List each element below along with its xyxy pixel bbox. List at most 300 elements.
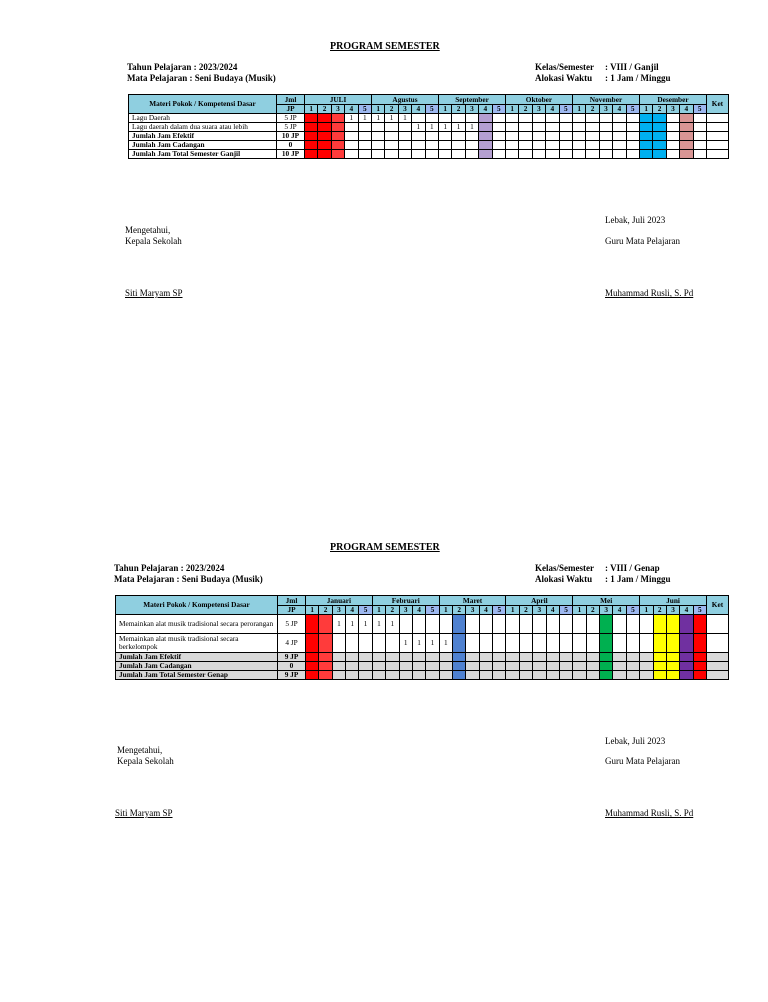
sem2-kelas-label: Kelas/Semester [535, 563, 594, 573]
sem2-week-cell [319, 615, 332, 634]
sem1-week-cell [412, 150, 425, 159]
sem2-week-cell [506, 662, 519, 671]
sem1-week-cell [452, 132, 465, 141]
sem2-week-number: 3 [466, 606, 479, 615]
sem1-week-cell [492, 132, 505, 141]
sem1-mapel: Mata Pelajaran : Seni Budaya (Musik) [127, 73, 276, 83]
sem2-kelas-value: : VIII / Genap [605, 563, 660, 573]
sem1-week-number: 2 [653, 105, 666, 114]
sem1-row-ket [706, 132, 728, 141]
sem2-week-cell [626, 634, 639, 653]
sem2-week-cell [533, 662, 546, 671]
sem2-week-cell [493, 662, 506, 671]
sem2-week-number: 1 [573, 606, 586, 615]
sem1-guru-label: Guru Mata Pelajaran [605, 236, 680, 246]
sem1-week-cell [358, 123, 371, 132]
sem2-week-cell [439, 615, 452, 634]
sem1-week-cell [666, 123, 679, 132]
sem2-week-cell [306, 671, 319, 680]
sem2-week-cell [613, 653, 626, 662]
sem1-week-cell [398, 132, 411, 141]
sem1-week-cell [331, 132, 344, 141]
sem2-week-cell: 1 [426, 634, 439, 653]
sem2-week-cell [439, 653, 452, 662]
sem1-week-number: 1 [372, 105, 385, 114]
sem2-month-header: Maret [439, 596, 506, 606]
sem2-week-cell [412, 671, 425, 680]
sem1-week-number: 4 [546, 105, 559, 114]
sem1-month-header: Oktober [506, 95, 573, 105]
sem2-week-cell [453, 634, 466, 653]
sem2-week-number: 2 [386, 606, 399, 615]
sem1-week-cell [506, 132, 519, 141]
sem1-week-cell [452, 114, 465, 123]
sem2-week-cell: 1 [399, 634, 412, 653]
sem2-week-cell [426, 662, 439, 671]
sem1-row-ket [706, 114, 728, 123]
sem1-week-cell [479, 132, 492, 141]
sem1-week-cell [492, 150, 505, 159]
sem1-week-cell: 1 [425, 123, 438, 132]
sem2-week-cell [586, 615, 599, 634]
sem2-week-cell [600, 662, 613, 671]
sem2-week-cell [666, 671, 679, 680]
sem2-week-number: 4 [412, 606, 425, 615]
sem1-week-cell [532, 141, 545, 150]
sem1-week-cell [639, 150, 652, 159]
sem1-week-cell [439, 114, 452, 123]
sem2-week-cell [412, 615, 425, 634]
sem1-row-ket [706, 150, 728, 159]
sem1-week-cell [546, 123, 559, 132]
sem1-week-cell [479, 114, 492, 123]
sem2-week-cell [359, 662, 372, 671]
sem2-week-cell [533, 615, 546, 634]
sem1-week-cell [666, 150, 679, 159]
sem2-guru-name: Muhammad Rusli, S. Pd [605, 808, 694, 818]
sem1-col-materi: Materi Pokok / Kompetensi Dasar [129, 95, 277, 114]
sem2-week-number: 4 [680, 606, 693, 615]
sem1-week-cell [680, 114, 693, 123]
sem2-week-cell [493, 634, 506, 653]
sem2-week-cell [346, 634, 359, 653]
sem2-week-number: 2 [453, 606, 466, 615]
sem1-kelas-label: Kelas/Semester [535, 62, 594, 72]
sem2-week-cell [559, 615, 572, 634]
sem1-week-number: 5 [358, 105, 371, 114]
sem1-week-cell [519, 150, 532, 159]
sem2-week-cell [693, 634, 706, 653]
sem2-kepala-name: Siti Maryam SP [115, 808, 173, 818]
sem2-week-cell [332, 671, 345, 680]
sem2-week-cell [680, 662, 693, 671]
sem1-week-cell [305, 132, 318, 141]
sem1-week-cell [372, 132, 385, 141]
sem1-week-cell [398, 150, 411, 159]
sem1-week-cell [425, 132, 438, 141]
sem2-week-cell [453, 662, 466, 671]
sem1-week-cell [572, 141, 585, 150]
sem2-month-header: Februari [372, 596, 439, 606]
sem2-month-header: Juni [640, 596, 707, 606]
sem2-week-number: 1 [439, 606, 452, 615]
sem2-week-cell [626, 671, 639, 680]
sem1-week-cell [626, 114, 639, 123]
sem1-week-number: 1 [439, 105, 452, 114]
sem1-week-cell [331, 114, 344, 123]
sem1-week-number: 2 [519, 105, 532, 114]
sem2-week-number: 2 [519, 606, 532, 615]
sem2-week-cell [359, 653, 372, 662]
sem1-week-cell [372, 150, 385, 159]
sem2-row-ket [706, 653, 728, 662]
sem1-week-cell [506, 114, 519, 123]
sem2-week-cell [586, 634, 599, 653]
sem1-week-cell [559, 132, 572, 141]
sem1-week-cell [465, 114, 478, 123]
sem2-week-number: 5 [359, 606, 372, 615]
sem1-week-cell [599, 114, 612, 123]
sem1-week-cell: 1 [358, 114, 371, 123]
sem1-week-cell [599, 132, 612, 141]
sem1-week-cell [492, 141, 505, 150]
sem1-week-cell: 1 [439, 123, 452, 132]
sem1-week-cell [425, 114, 438, 123]
sem1-week-cell [305, 123, 318, 132]
sem2-week-cell [533, 653, 546, 662]
sem2-week-cell [399, 615, 412, 634]
sem2-week-cell [386, 662, 399, 671]
sem2-week-cell [546, 634, 559, 653]
sem1-row-jp: 5 JP [277, 123, 305, 132]
sem1-week-cell [546, 114, 559, 123]
sem1-week-cell [465, 132, 478, 141]
sem1-month-header: November [572, 95, 639, 105]
sem1-week-cell [358, 132, 371, 141]
sem2-title: PROGRAM SEMESTER [330, 542, 440, 553]
sem2-week-cell [693, 615, 706, 634]
sem2-week-cell [399, 671, 412, 680]
sem2-week-cell [573, 671, 586, 680]
sem1-week-cell [385, 150, 398, 159]
sem2-row-jp: 9 JP [278, 653, 306, 662]
sem1-week-cell [358, 141, 371, 150]
sem1-week-cell [439, 141, 452, 150]
sem1-week-cell [372, 141, 385, 150]
sem2-week-cell [533, 634, 546, 653]
sem2-week-cell [613, 634, 626, 653]
sem2-week-cell [680, 671, 693, 680]
sem2-row-ket [706, 671, 728, 680]
sem1-table-row [129, 150, 729, 159]
sem2-tahun: Tahun Pelajaran : 2023/2024 [114, 563, 225, 573]
sem2-week-cell [640, 634, 653, 653]
sem2-week-cell [626, 662, 639, 671]
sem2-week-cell [372, 653, 385, 662]
sem2-week-cell: 1 [439, 634, 452, 653]
sem1-row-materi: Lagu Daerah [129, 114, 277, 123]
sem1-week-cell [546, 132, 559, 141]
sem2-row-jp: 4 JP [278, 634, 306, 653]
sem1-week-number: 3 [599, 105, 612, 114]
sem1-week-number: 4 [479, 105, 492, 114]
sem2-week-cell [653, 671, 666, 680]
sem2-week-cell [479, 615, 492, 634]
sem1-week-cell [305, 141, 318, 150]
sem1-week-cell [385, 141, 398, 150]
sem2-month-header: April [506, 596, 573, 606]
sem2-week-cell [666, 634, 679, 653]
sem1-week-number: 1 [639, 105, 652, 114]
sem2-row-materi: Jumlah Jam Efektif [116, 653, 278, 662]
sem2-week-cell [546, 653, 559, 662]
sem2-week-cell [559, 662, 572, 671]
sem1-week-cell [586, 114, 599, 123]
sem1-week-cell [693, 150, 706, 159]
sem2-week-cell [506, 653, 519, 662]
sem1-week-cell [639, 123, 652, 132]
sem2-week-cell [519, 662, 532, 671]
sem2-week-cell [372, 634, 385, 653]
sem2-row-jp: 9 JP [278, 671, 306, 680]
sem2-week-cell [519, 653, 532, 662]
sem2-week-number: 4 [546, 606, 559, 615]
sem2-week-cell [559, 634, 572, 653]
sem1-table-row [129, 141, 729, 150]
sem2-program-table [115, 595, 729, 680]
sem1-week-cell [519, 132, 532, 141]
sem2-week-number: 3 [666, 606, 679, 615]
sem1-week-cell [492, 123, 505, 132]
sem2-week-cell [693, 662, 706, 671]
sem1-week-cell [653, 141, 666, 150]
sem1-week-cell [318, 141, 331, 150]
sem1-kepala-label: Kepala Sekolah [125, 236, 182, 246]
sem2-col-materi: Materi Pokok / Kompetensi Dasar [116, 596, 278, 615]
sem1-week-number: 3 [465, 105, 478, 114]
sem1-kepala-name: Siti Maryam SP [125, 288, 183, 298]
sem1-week-cell [452, 141, 465, 150]
sem2-week-cell [346, 671, 359, 680]
sem2-week-cell [453, 615, 466, 634]
sem2-week-cell [626, 615, 639, 634]
sem2-week-number: 2 [653, 606, 666, 615]
sem2-mengetahui: Mengetahui, [117, 745, 163, 755]
sem1-week-cell [680, 141, 693, 150]
sem2-row-materi: Memainkan alat musik tradisional secara berkelompok [116, 634, 278, 653]
sem2-month-header: Januari [306, 596, 373, 606]
sem2-week-cell [559, 653, 572, 662]
sem2-week-cell: 1 [346, 615, 359, 634]
sem1-week-cell [345, 123, 358, 132]
sem2-week-cell [653, 662, 666, 671]
sem2-col-jml: Jml [278, 596, 306, 606]
sem2-week-cell [426, 615, 439, 634]
sem1-week-cell [425, 141, 438, 150]
sem2-week-cell [506, 671, 519, 680]
sem1-week-cell [439, 150, 452, 159]
sem2-week-cell [439, 662, 452, 671]
sem1-week-cell [559, 150, 572, 159]
sem2-week-cell: 1 [412, 634, 425, 653]
sem2-week-cell [653, 653, 666, 662]
sem1-week-cell [452, 150, 465, 159]
sem1-week-cell [693, 123, 706, 132]
sem2-week-cell [519, 671, 532, 680]
sem1-week-cell [532, 132, 545, 141]
sem2-week-number: 4 [346, 606, 359, 615]
sem1-week-cell: 1 [372, 114, 385, 123]
sem2-week-cell [653, 615, 666, 634]
sem2-week-cell [666, 662, 679, 671]
sem1-week-cell [479, 150, 492, 159]
sem2-week-cell [332, 634, 345, 653]
sem2-week-cell [386, 671, 399, 680]
sem2-guru-label: Guru Mata Pelajaran [605, 756, 680, 766]
sem1-week-cell [532, 123, 545, 132]
sem1-week-cell [479, 123, 492, 132]
sem2-week-number: 3 [600, 606, 613, 615]
sem1-week-cell [398, 123, 411, 132]
sem2-week-cell [479, 662, 492, 671]
sem2-week-cell [693, 671, 706, 680]
sem1-week-cell [425, 150, 438, 159]
sem1-week-cell [626, 141, 639, 150]
sem1-week-cell [586, 150, 599, 159]
sem1-week-cell [613, 150, 626, 159]
sem1-week-cell [653, 123, 666, 132]
sem2-week-cell [466, 653, 479, 662]
sem1-week-cell [506, 150, 519, 159]
sem2-week-number: 2 [319, 606, 332, 615]
sem1-week-cell [385, 123, 398, 132]
sem1-week-cell [639, 114, 652, 123]
sem2-week-cell [306, 662, 319, 671]
sem1-week-number: 1 [506, 105, 519, 114]
sem2-week-cell [306, 634, 319, 653]
sem1-week-cell [666, 114, 679, 123]
sem1-week-cell [599, 123, 612, 132]
sem2-week-cell [600, 671, 613, 680]
sem1-week-cell [599, 150, 612, 159]
sem1-week-cell [345, 141, 358, 150]
sem2-week-cell [626, 653, 639, 662]
sem2-week-number: 5 [426, 606, 439, 615]
sem2-week-cell [346, 653, 359, 662]
sem1-week-cell [331, 150, 344, 159]
sem1-week-cell [613, 123, 626, 132]
sem2-kepala-label: Kepala Sekolah [117, 756, 174, 766]
sem2-week-cell [653, 634, 666, 653]
sem2-table-row [116, 615, 729, 634]
sem2-week-cell: 1 [372, 615, 385, 634]
sem2-table-row [116, 671, 729, 680]
sem2-week-cell [640, 662, 653, 671]
sem1-week-cell: 1 [465, 123, 478, 132]
sem2-col-ket: Ket [706, 596, 728, 615]
sem2-week-cell [680, 615, 693, 634]
sem1-week-cell [626, 123, 639, 132]
sem2-week-cell [666, 615, 679, 634]
sem1-week-cell [358, 150, 371, 159]
sem1-week-cell [331, 141, 344, 150]
sem2-week-cell [346, 662, 359, 671]
sem1-week-cell: 1 [345, 114, 358, 123]
sem1-week-cell: 1 [398, 114, 411, 123]
sem2-week-number: 5 [559, 606, 572, 615]
sem2-week-cell [466, 671, 479, 680]
sem2-table-row [116, 634, 729, 653]
sem1-week-cell [506, 141, 519, 150]
sem1-row-ket [706, 141, 728, 150]
sem1-week-cell [546, 141, 559, 150]
sem1-week-cell [613, 114, 626, 123]
sem2-week-cell [680, 634, 693, 653]
sem1-week-cell [680, 150, 693, 159]
sem2-week-number: 3 [533, 606, 546, 615]
sem1-week-number: 3 [398, 105, 411, 114]
sem1-week-cell [546, 150, 559, 159]
sem2-week-cell [319, 634, 332, 653]
sem1-week-cell [572, 114, 585, 123]
sem2-week-cell [412, 662, 425, 671]
sem2-week-cell [613, 615, 626, 634]
sem2-week-cell [319, 671, 332, 680]
sem2-mapel: Mata Pelajaran : Seni Budaya (Musik) [114, 574, 263, 584]
sem2-week-cell [479, 634, 492, 653]
sem1-week-cell [653, 150, 666, 159]
sem1-week-cell [680, 123, 693, 132]
sem1-week-cell [586, 141, 599, 150]
sem1-week-number: 5 [559, 105, 572, 114]
sem2-week-cell [493, 671, 506, 680]
sem1-week-cell [626, 150, 639, 159]
sem1-week-cell: 1 [452, 123, 465, 132]
sem2-week-cell [600, 634, 613, 653]
sem1-week-number: 4 [680, 105, 693, 114]
sem2-week-cell: 1 [332, 615, 345, 634]
sem2-week-cell [372, 671, 385, 680]
sem1-week-cell [385, 132, 398, 141]
sem1-row-ket [706, 123, 728, 132]
sem1-week-cell [305, 114, 318, 123]
sem1-week-cell [666, 141, 679, 150]
sem1-week-cell [492, 114, 505, 123]
sem1-row-jp: 0 [277, 141, 305, 150]
sem1-week-number: 2 [385, 105, 398, 114]
sem1-week-cell [680, 132, 693, 141]
sem2-week-cell [372, 662, 385, 671]
sem1-week-number: 2 [318, 105, 331, 114]
sem2-week-cell [319, 662, 332, 671]
sem1-week-cell [586, 132, 599, 141]
sem1-week-cell [653, 132, 666, 141]
sem1-week-number: 4 [345, 105, 358, 114]
sem1-week-cell [639, 141, 652, 150]
sem2-alokasi-value: : 1 Jam / Minggu [605, 574, 671, 584]
sem1-table-row [129, 114, 729, 123]
sem1-month-header: JULI [305, 95, 372, 105]
sem1-week-number: 3 [666, 105, 679, 114]
sem2-week-cell [573, 634, 586, 653]
sem2-week-cell [466, 615, 479, 634]
sem1-week-cell [626, 132, 639, 141]
sem2-week-cell [439, 671, 452, 680]
sem1-row-materi: Jumlah Jam Total Semester Ganjil [129, 150, 277, 159]
sem1-week-cell [653, 114, 666, 123]
sem2-week-number: 1 [306, 606, 319, 615]
sem1-month-header: Agustus [372, 95, 439, 105]
